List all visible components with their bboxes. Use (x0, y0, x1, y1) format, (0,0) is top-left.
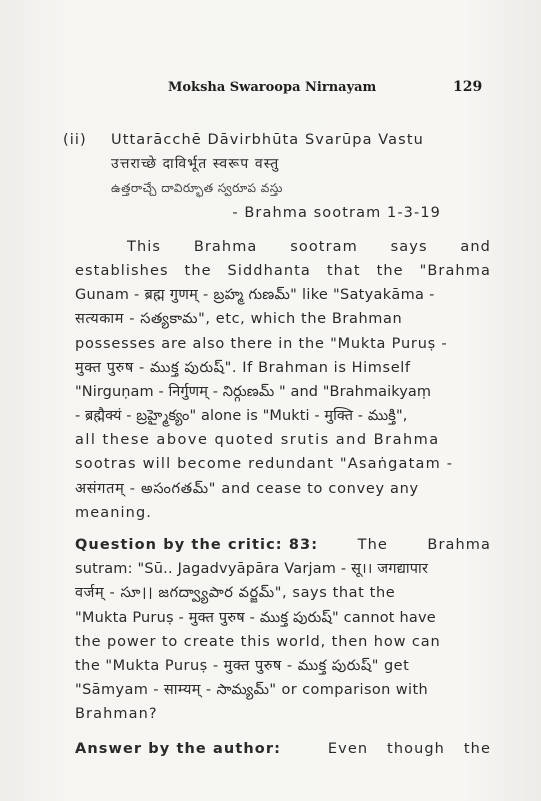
heading-source: - Brahma sootram 1-3-19 (232, 204, 441, 221)
para1-line-2: establishes the Siddhanta that the "Brahma (75, 262, 491, 279)
para1-line-4: सत्यकाम - సత్యకామ", etc, which the Brahman (75, 311, 403, 328)
question-label: Question by the critic: 83: (75, 537, 319, 553)
heading-telugu: ఉత్తరాచ్చే దావిర్భూత స్వరూప వస్తు (111, 181, 283, 196)
para1-line-11: असंगतम् - అసంగతమ్" and cease to convey any (75, 480, 419, 497)
heading-label: (ii) (63, 132, 87, 148)
heading-roman: Uttarācchē Dāvirbhūta Svarūpa Vastu (111, 132, 424, 148)
question-line-8: Brahman? (75, 706, 158, 723)
question-line-3: वर्जम् - సూ।। జగద్వ్యాపార వర్జమ్", says that the (75, 585, 396, 602)
page-number: 129 (453, 79, 483, 95)
para1-line-6: मुक्त पुरुष - ముక్త పురుష్". If Brahman is Himself (75, 359, 411, 376)
para1-line-8: - ब्रह्मैक्यं - బ్రహ్మైక్యం" alone is "Mukti - मुक्ति - ముక్తి", (75, 408, 408, 425)
para1-line-7: "Nirguṇam - निर्गुणम् - నిర్గుణమ్ " and "Brahmaikyaṃ (75, 383, 432, 400)
answer-line-1: Answer by the author: Even though the (75, 737, 491, 761)
question-line-6: the "Mukta Puruṣ - मुक्त पुरुष - ముక్త పురుష్" get (75, 657, 410, 674)
para1-line-5: possesses are also there in the "Mukta Puruṣ - (75, 335, 448, 352)
running-header (0, 80, 541, 98)
answer-label: Answer by the author: (75, 740, 281, 757)
para1-line-1: This Brahma sootram says and (127, 238, 491, 255)
question-line-1: Question by the critic: 83: The Brahma (75, 533, 491, 557)
heading-devanagari: उत्तराच्छे दाविर्भूत स्वरूप वस्तु (111, 156, 280, 173)
page-body (63, 128, 491, 761)
question-line-4: "Mukta Puruṣ - मुक्त पुरुष - ముక్త పురుష్" cannot have (75, 609, 436, 626)
heading-roman-line (63, 128, 491, 152)
question-line-5: the power to create this world, then how can (75, 633, 441, 650)
para1-line-12: meaning. (75, 504, 152, 521)
para1-line-10: sootras will become redundant "Asaṅgatam - (75, 456, 454, 473)
para1-line-9: all these above quoted srutis and Brahma (75, 432, 440, 449)
para1-line-3: Gunam - ब्रह्म गुणम् - బ్రహ్మ గుణమ్" like "Satyakāma - (75, 287, 435, 304)
book-title: Moksha Swaroopa Nirnayam (168, 80, 377, 95)
question-line-7: "Sāmyam - साम्यम् - సామ్యమ్" or comparison with (75, 682, 429, 699)
question-line-2: sutram: "Sū.. Jagadvyāpāra Varjam - सू।। जगद्यापार (75, 561, 429, 578)
